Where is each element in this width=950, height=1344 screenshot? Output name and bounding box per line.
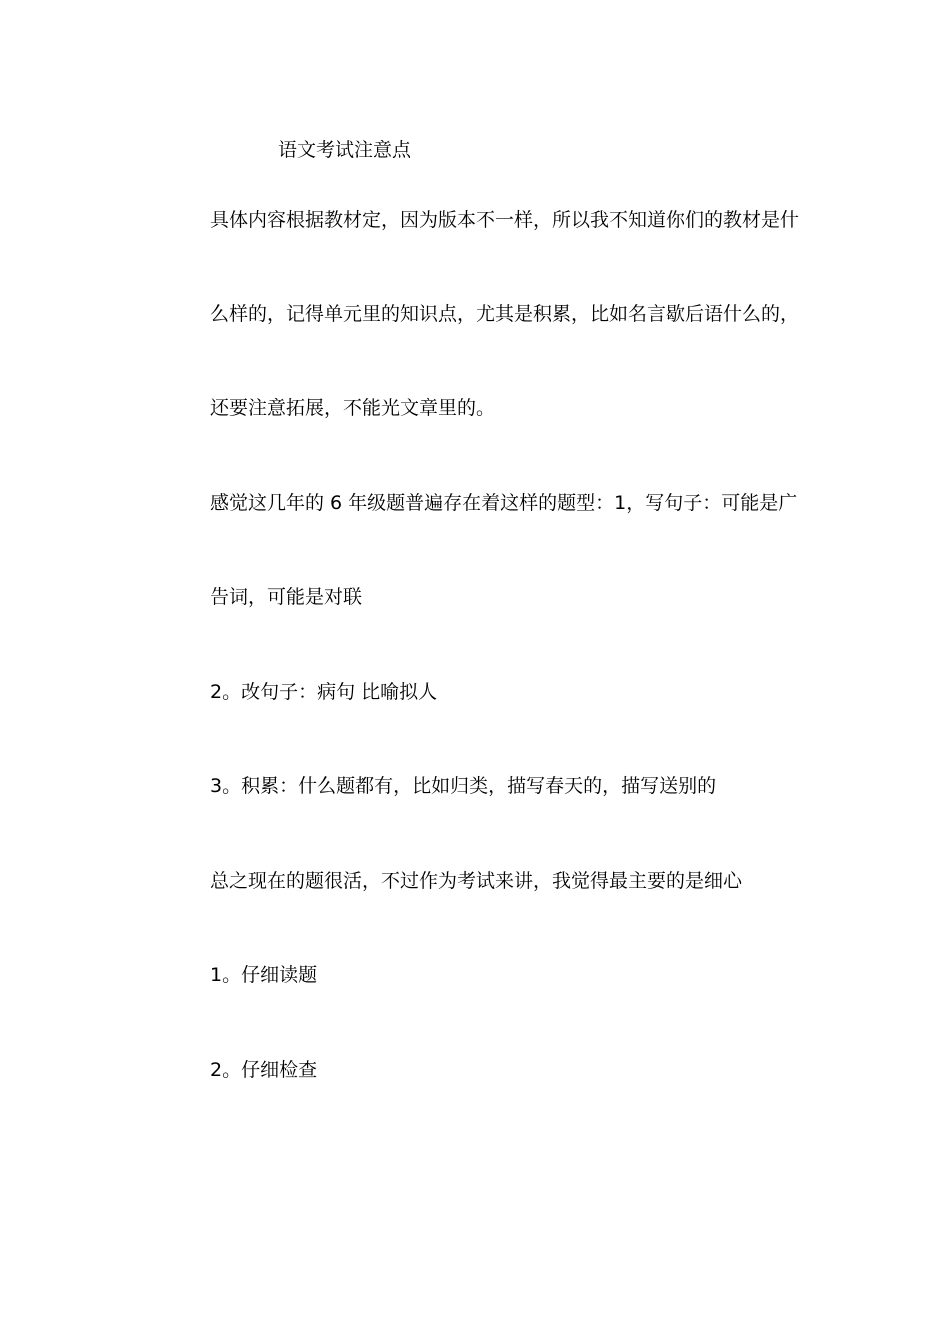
list-item: 3。积累：什么题都有，比如归类，描写春天的，描写送别的: [210, 775, 717, 797]
paragraph-line: 感觉这几年的 6 年级题普遍存在着这样的题型：1，写句子：可能是广: [210, 492, 798, 514]
list-item: 2。改句子：病句 比喻拟人: [210, 681, 438, 703]
paragraph-line: 么样的，记得单元里的知识点，尤其是积累，比如名言歇后语什么的，: [210, 303, 800, 325]
list-item: 2。仔细检查: [210, 1059, 318, 1081]
paragraph-line: 告词，可能是对联: [210, 586, 363, 608]
paragraph-line: 总之现在的题很活，不过作为考试来讲，我觉得最主要的是细心: [210, 870, 743, 892]
paragraph-line: 还要注意拓展，不能光文章里的。: [210, 397, 496, 419]
paragraph-line: 具体内容根据教材定，因为版本不一样，所以我不知道你们的教材是什: [210, 209, 800, 231]
document-title: 语文考试注意点: [278, 139, 412, 161]
list-item: 1。仔细读题: [210, 964, 318, 986]
